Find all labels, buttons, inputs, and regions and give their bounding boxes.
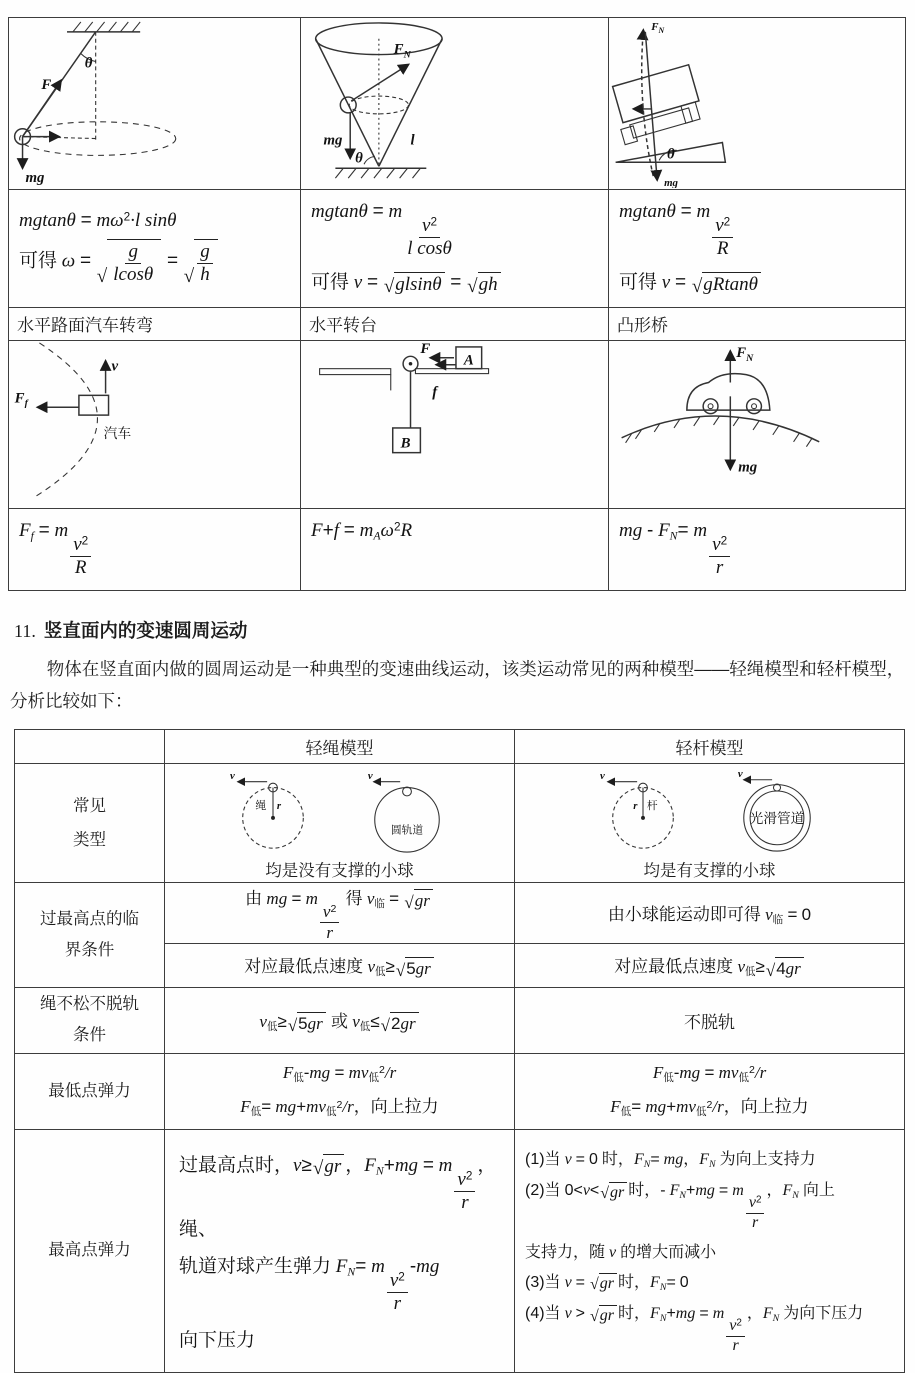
formula-line: 向下压力 — [179, 1329, 256, 1351]
rope-lowest-force-cell — [165, 1053, 515, 1129]
formula-line: (2)当 0<v< √ gr 时，- $F_N+mg = m$ $\frac{v^2}{r}$ ，$F_N$ 向上 — [525, 1182, 835, 1231]
rope-model-header: 轻绳模型 — [165, 730, 515, 764]
velocity-label: v — [367, 770, 373, 783]
formula-line: 可得 ω = √ $\frac{g}{lcos\theta}$ = √ $\frac{g}{h}$ — [19, 239, 290, 286]
row-label-critical-condition: 过最高点的临界条件 — [15, 883, 165, 988]
radius-label: r — [632, 800, 637, 813]
banked-track-cell — [609, 18, 906, 190]
scenario-label-turntable: 水平转台 — [301, 307, 609, 340]
row-label-lowest-force: 最低点弹力 — [15, 1053, 165, 1129]
row-label-common-type: 常见类型 — [15, 764, 165, 883]
formula-line: (1)当 v = 0 时，$F_N=$ mg，$F_N$ 为向上支持力 — [525, 1151, 816, 1171]
smooth-tube-diagram — [725, 769, 829, 855]
weight-label: mg — [323, 132, 343, 149]
radius-label: r — [276, 800, 281, 813]
row-label-highest-force: 最高点弹力 — [15, 1129, 165, 1372]
track-label: 圆轨道 — [390, 824, 423, 837]
formula-line: 过最高点时，v≥ √ gr ，$F_N+mg = m$ $\frac{v^2}{r}$ ，绳、 — [179, 1154, 497, 1240]
rope-caption: 均是没有支撑的小球 — [265, 862, 414, 881]
conical-pendulum-formulas — [9, 190, 301, 308]
formula-line: (4)当 v > √ gr 时，$F_N+mg = m$ $\frac{v^2}{r}$ ，$F_N$ 为向下压力 — [525, 1305, 864, 1354]
normal-force-label: $F_N$ — [393, 41, 411, 61]
formula-line: (3)当 v = √ gr 时，$F_N= 0$ — [525, 1274, 689, 1294]
formula-line: $F_低-mg = mv_低^2/r$ — [652, 1063, 767, 1085]
scenario-label-car-turn: 水平路面汽车转弯 — [9, 307, 301, 340]
rope-rod-model-table — [14, 729, 905, 1372]
slant-length-label: l — [410, 132, 415, 149]
rope-no-derail-cell — [165, 988, 515, 1054]
velocity-label: v — [229, 770, 235, 783]
formula-line: $mgtan\theta = m\omega^2\cdot l$ sinθ — [19, 210, 177, 232]
formula-line: $F_f = m$ $\frac{v^2}{R}$ — [19, 520, 290, 579]
ball-on-string-diagram — [221, 769, 325, 855]
friction-label: f — [432, 383, 438, 400]
conical-pendulum-cell — [9, 18, 301, 190]
funnel-formulas — [301, 190, 609, 308]
rod-lowest-force-cell — [515, 1053, 905, 1129]
funnel-cone-cell — [301, 18, 609, 190]
velocity-label: v — [599, 770, 605, 783]
formula-line: $F_低= mg+mv_低^2/r$，向上拉力 — [610, 1097, 809, 1119]
rod-critical-top-cell — [515, 883, 905, 944]
formula-line: 支持力，随 v 的增大而减小 — [525, 1244, 717, 1262]
applied-force-label: F — [420, 340, 431, 357]
circular-motion-models-table — [8, 17, 906, 591]
formula-line: mgtanθ = m $\frac{v^2}{\text{l cosθ}}$ — [311, 201, 452, 260]
block-a-label: A — [463, 352, 474, 369]
banked-track-diagram — [609, 18, 904, 188]
rope-label: 绳 — [254, 800, 266, 813]
weight-label: mg — [25, 170, 45, 187]
velocity-label: v — [111, 358, 119, 375]
rod-highest-force-cell — [515, 1129, 905, 1372]
rope-critical-bottom-cell — [165, 944, 515, 988]
formula-line: 由 mg = m $\frac{v^2}{r}$ 得 $v_临$ = √ gr — [245, 889, 434, 908]
formula-line: 由小球能运动即可得 $v_临 = 0$ — [607, 904, 812, 926]
rod-caption: 均是有支撑的小球 — [643, 862, 776, 881]
formula-line: 可得 v = √ gRtanθ — [619, 267, 895, 296]
formula-line: 对应最低点速度 $v_低\ge$ √ 5 gr — [244, 957, 435, 976]
convex-bridge-formula — [609, 508, 906, 590]
block-b-label: B — [400, 435, 411, 452]
tube-label: 光滑管道 — [749, 811, 804, 827]
section-title: 竖直面内的变速圆周运动 — [43, 619, 248, 641]
theta-label: θ — [667, 146, 675, 163]
turntable-cell — [301, 340, 609, 508]
force-label: F — [41, 77, 52, 94]
conical-pendulum-diagram — [9, 18, 299, 188]
formula-line: mgtanθ = m $\frac{v^2}{R}$ — [619, 201, 895, 260]
formula-line: 轨道对球产生弹力 $F_N= m$ $\frac{v^2}{r}$ -mg — [179, 1255, 440, 1314]
rod-common-type-cell — [515, 764, 905, 883]
rod-model-header: 轻杆模型 — [515, 730, 905, 764]
ball-on-rod-diagram — [591, 769, 695, 855]
car-label: 汽车 — [103, 424, 132, 441]
formula-line: $F_低= mg+mv_低^2/r$，向上拉力 — [240, 1097, 439, 1119]
normal-force-label: $F_N$ — [736, 344, 754, 364]
section-number: 11. — [14, 620, 36, 641]
velocity-label: v — [737, 769, 743, 781]
rope-common-type-cell — [165, 764, 515, 883]
empty-header-cell — [15, 730, 165, 764]
formula-line: $F+f = m_A\omega^2R$ — [311, 519, 413, 543]
funnel-cone-diagram — [301, 18, 605, 188]
car-turning-cell — [9, 340, 301, 508]
formula-line: mg - $F_N= m$ $\frac{v^2}{r}$ — [619, 520, 895, 579]
scenario-label-convex-bridge: 凸形桥 — [609, 307, 906, 340]
weight-label: mg — [664, 177, 678, 188]
convex-bridge-cell — [609, 340, 906, 508]
turntable-formula — [301, 508, 609, 590]
convex-bridge-diagram — [609, 341, 904, 507]
formula-line: $F_低-mg = mv_低^2/r$ — [282, 1063, 397, 1085]
friction-label: $F_f$ — [14, 389, 28, 409]
intro-paragraph: 物体在竖直面内做的圆周运动是一种典型的变速曲线运动，该类运动常见的两种模型——轻绳模型和轻杆模型，分析比较如下： — [10, 658, 905, 711]
rope-critical-top-cell — [165, 883, 515, 944]
rod-label: 杆 — [646, 800, 658, 813]
theta-label: θ — [84, 55, 93, 72]
circular-track-diagram — [355, 769, 459, 855]
section-heading — [14, 617, 915, 643]
row-label-no-derail: 绳不松不脱轨条件 — [15, 988, 165, 1054]
rope-highest-force-cell — [165, 1129, 515, 1372]
car-turning-formula — [9, 508, 301, 590]
normal-force-label: $F_N$ — [651, 20, 665, 35]
car-turning-diagram — [9, 341, 299, 507]
rod-no-derail-cell — [515, 988, 905, 1054]
no-derail-text: 不脱轨 — [684, 1012, 735, 1032]
rod-critical-bottom-cell — [515, 944, 905, 988]
formula-line: 对应最低点速度 $v_低\ge$ √ 4 gr — [614, 957, 805, 976]
formula-line: $v_低\ge$ √ 5 gr 或 $v_低\le$ √ 2 gr — [259, 1012, 419, 1031]
formula-line: 可得 v = √ glsinθ = √ gh — [311, 267, 598, 296]
weight-label: mg — [738, 459, 758, 476]
banked-formulas — [609, 190, 906, 308]
theta-label: θ — [355, 150, 363, 167]
turntable-diagram — [301, 341, 605, 507]
